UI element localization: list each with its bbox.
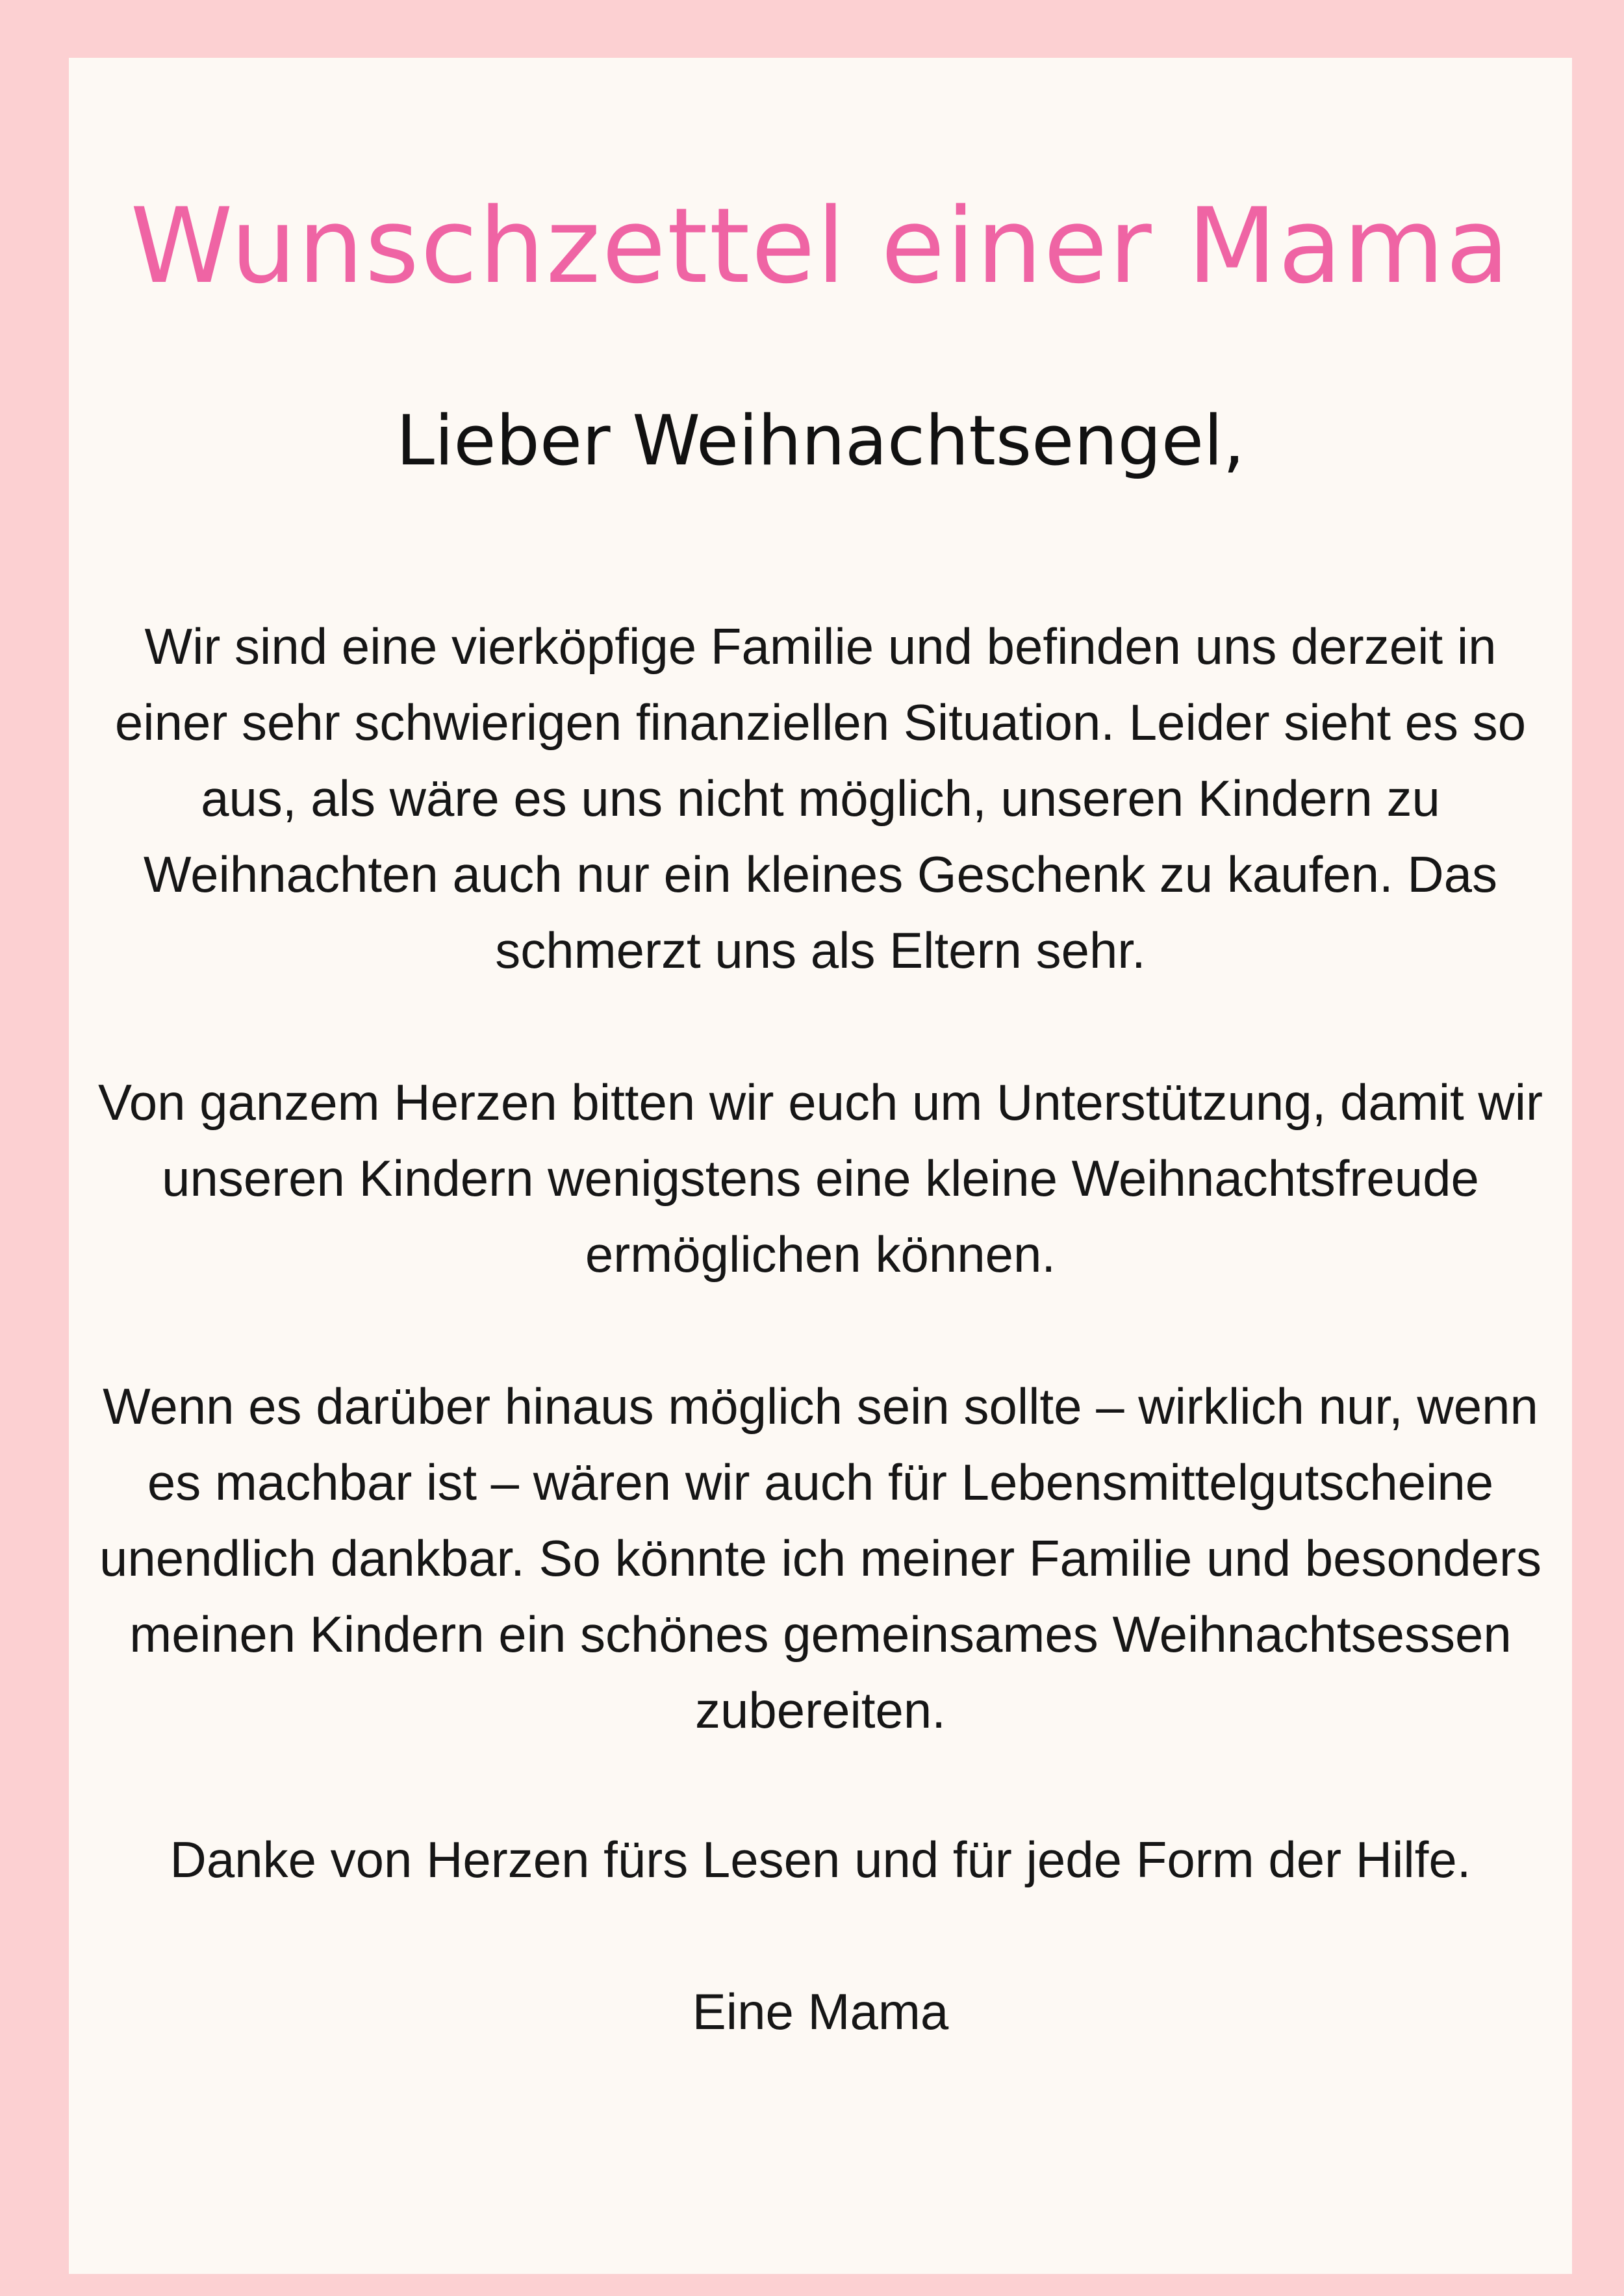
letter-title: Wunschzettel einer Mama xyxy=(130,185,1511,307)
letter-paragraph-3: Wenn es darüber hinaus möglich sein sollte – wirklich nur, wenn es machbar ist – wären wir auch für Lebensmittelgutscheine unendlich dankbar. So könnte ich meiner Familie und besonders meinen Kindern ein schönes gemeinsames Weihnachtsessen zubereiten. xyxy=(99,1378,1542,1739)
letter-paragraph-1: Wir sind eine vierköpfige Familie und befinden uns derzeit in einer sehr schwierigen finanziellen Situation. Leider sieht es so aus, als wäre es uns nicht möglich, unseren Kindern zu Weihnachten auch nur ein kleines Geschenk zu kaufen. Das schmerzt uns als Eltern sehr. xyxy=(114,618,1527,979)
letter-paragraph-2: Von ganzem Herzen bitten wir euch um Unterstützung, damit wir unseren Kindern wenigstens eine kleine Weihnachtsfreude ermöglichen können. xyxy=(97,1074,1543,1283)
letter-signature: Eine Mama xyxy=(692,1983,949,2040)
letter-paragraph-4: Danke von Herzen fürs Lesen und für jede Form der Hilfe. xyxy=(170,1831,1471,1888)
letter-card xyxy=(69,58,1572,2274)
letter-greeting: Lieber Weihnachtsengel, xyxy=(396,401,1245,481)
